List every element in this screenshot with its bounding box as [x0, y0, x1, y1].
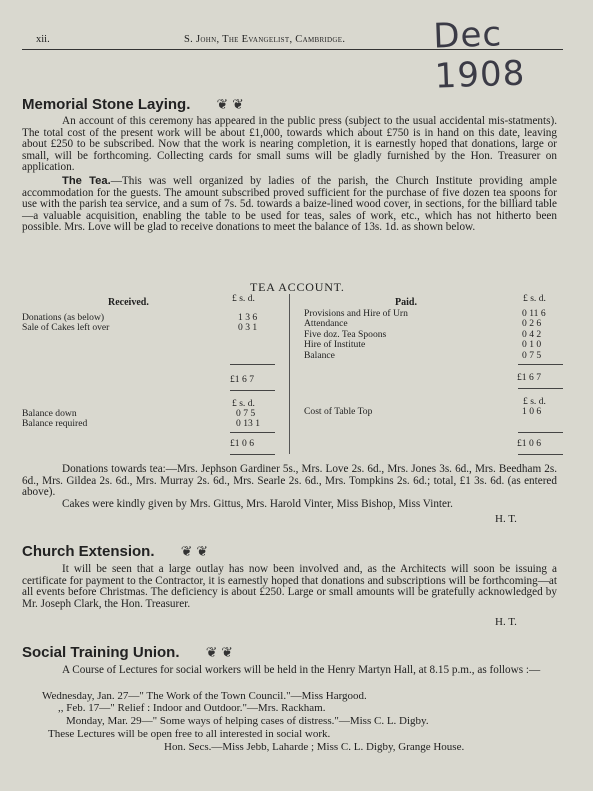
- received2-sum-rule: [230, 432, 275, 433]
- account-item-amount: 0 7 5: [236, 408, 256, 419]
- received2-total-rule: [230, 454, 275, 455]
- fleuron-ornament-icon: ❦ ❦: [205, 644, 234, 660]
- paid-heading: Paid.: [395, 297, 417, 308]
- account-item-label: Attendance: [304, 318, 348, 330]
- paid2-total-rule: [518, 454, 563, 455]
- account-item-amount: 1 0 6: [522, 406, 542, 417]
- received-total: £1 6 7: [230, 374, 254, 385]
- church-extension-heading: [22, 543, 208, 560]
- received2-total: £1 0 6: [230, 438, 254, 449]
- tea-text: —This was well organized by ladies of the parish, the Church Institute providing ample accommodation for the guests. The amount subscribed proved sufficient for the purchase of five dozen tea spoons for use with the parish tea service, and a sum of 7s. 5d. towards a baize-lined wood cover, in sections, for the billiard table—a valuable acquisition, enabling the table to be used for teas, sales of work, etc., which has not hitherto been possible. Mrs. Love will be glad to receive donations to meet the balance of 13s. 1d. as shown below.: [22, 174, 558, 234]
- account-item-label: Balance required: [22, 418, 88, 430]
- account-item-label: Donations (as below): [22, 312, 105, 323]
- received-total-rule: [230, 390, 275, 391]
- page-number: xii.: [36, 34, 50, 45]
- memorial-title: Memorial Stone Laying.: [22, 96, 191, 113]
- paid2-sum-rule: [518, 432, 563, 433]
- tea-lead: The Tea.: [62, 174, 111, 187]
- lecture-item: Monday, Mar. 29—" Some ways of helping cases of distress."—Miss C. L. Digby.: [66, 715, 429, 727]
- account-item-label: Balance: [304, 349, 335, 361]
- memorial-body: [22, 116, 557, 234]
- memorial-paragraph: An account of this ceremony has appeared in the public press (subject to the usual accidental mis-statments). The total cost of the present work will be about £1,000, towards which about £750 is in hand on this date, leaving about £250 to be subscribed. Now that the work is nearing completion, it is earnestly hoped that donations, large or small, will be forthcoming. Collecting cards for small sums will be gladly furnished by the Hon. Treasurer on application.: [22, 115, 557, 174]
- church-extension-body: [22, 564, 557, 610]
- account-item-amount: 0 3 1: [238, 322, 258, 334]
- hon-secs: Hon. Secs.—Miss Jebb, Laharde ; Miss C. L. Digby, Grange House.: [164, 741, 465, 753]
- account-item-amount: 0 1 0: [522, 339, 542, 351]
- church-extension-paragraph: It will be seen that a large outlay has now been involved and, as the Architects will soon be issuing a certificate for payment to the Contractor, it is earnestly hoped that donations and subscriptions will be forthcoming—at all events before Christmas. The deficiency is about £250. Large or small amounts will be gratefully acknowledged by Mr. Joseph Clark, the Hon. Treasurer.: [22, 563, 557, 610]
- lecture-item: Wednesday, Jan. 27—" The Work of the Town Council."—Miss Hargood.: [42, 690, 367, 702]
- paid-list: [304, 309, 566, 361]
- account-item-amount: 0 2 6: [522, 318, 542, 330]
- memorial-heading: [22, 96, 244, 113]
- cakes-paragraph: Cakes were kindly given by Mrs. Gittus, Mrs. Harold Vinter, Miss Bishop, Miss Vinter.: [62, 497, 453, 510]
- account-item-amount: 0 11 6: [522, 308, 546, 319]
- received-heading: Received.: [108, 297, 149, 308]
- paid-sum-rule: [518, 364, 563, 365]
- paid2-total: £1 0 6: [517, 438, 541, 449]
- social-training-intro-text: A Course of Lectures for social workers will be held in the Henry Martyn Hall, at 8.15 p.m., as follows :—: [62, 664, 541, 676]
- account-row: [22, 419, 284, 429]
- received-lsd-header: £ s. d.: [232, 293, 255, 304]
- social-training-intro: [22, 665, 557, 677]
- account-item-label: Hire of Institute: [304, 339, 366, 351]
- paid-total-rule: [518, 388, 563, 389]
- tea-paragraph: [22, 176, 557, 234]
- header-rule: [22, 49, 563, 50]
- received2-lsd-header: £ s. d.: [232, 398, 255, 409]
- account-item-amount: 1 3 6: [238, 312, 258, 323]
- church-extension-title: Church Extension.: [22, 543, 155, 560]
- lecture-item: ,, Feb. 17—" Relief : Indoor and Outdoor."—Mrs. Rackham.: [58, 702, 326, 714]
- paid-lsd-header: £ s. d.: [523, 293, 546, 304]
- paid-total: £1 6 7: [517, 372, 541, 383]
- account-item-label: Sale of Cakes left over: [22, 322, 110, 334]
- account-row: [304, 407, 566, 417]
- church-extension-initials: H. T.: [495, 616, 517, 628]
- account-item-amount: 0 13 1: [236, 418, 260, 430]
- received-sum-rule: [230, 364, 275, 365]
- account-item-label: Five doz. Tea Spoons: [304, 328, 387, 340]
- paid2-list: [304, 407, 566, 417]
- account-divider: [289, 294, 290, 454]
- paid2-lsd-header: £ s. d.: [523, 396, 546, 407]
- fleuron-ornament-icon: ❦ ❦: [180, 543, 209, 559]
- tea-account-title: TEA ACCOUNT.: [250, 280, 345, 294]
- account-item-label: Balance down: [22, 408, 77, 419]
- social-training-title: Social Training Union.: [22, 644, 180, 661]
- donations-body: [22, 464, 557, 510]
- account-row: [22, 323, 284, 333]
- account-item-label: Cost of Table Top: [304, 406, 373, 417]
- account-item-amount: 0 7 5: [522, 349, 542, 361]
- handwritten-date-note: Dec 1908: [432, 14, 526, 97]
- lectures-open-note: These Lectures will be open free to all interested in social work.: [48, 728, 331, 740]
- fleuron-ornament-icon: ❦ ❦: [216, 96, 244, 112]
- account-item-amount: 0 4 2: [522, 328, 542, 340]
- donations-paragraph: Donations towards tea:—Mrs. Jephson Gardiner 5s., Mrs. Love 2s. 6d., Mrs. Jones 3s. 6d., Mrs. Beedham 2s. 6d., Mrs. Gildea 2s. 6d., Mrs. Murray 2s. 6d., Mrs. Searle 2s. 6d., Mrs. Tompkins 2s. 6d.; total, £1 3s. 6d. (as entered above).: [22, 463, 557, 499]
- account-row: [304, 340, 566, 350]
- account-item-label: Provisions and Hire of Urn: [304, 308, 408, 319]
- received-list: [22, 313, 284, 334]
- social-training-heading: [22, 644, 233, 661]
- received2-list: [22, 409, 284, 430]
- donations-initials: H. T.: [495, 513, 517, 525]
- running-title: S. John, The Evangelist, Cambridge.: [184, 34, 346, 45]
- account-row: [304, 351, 566, 361]
